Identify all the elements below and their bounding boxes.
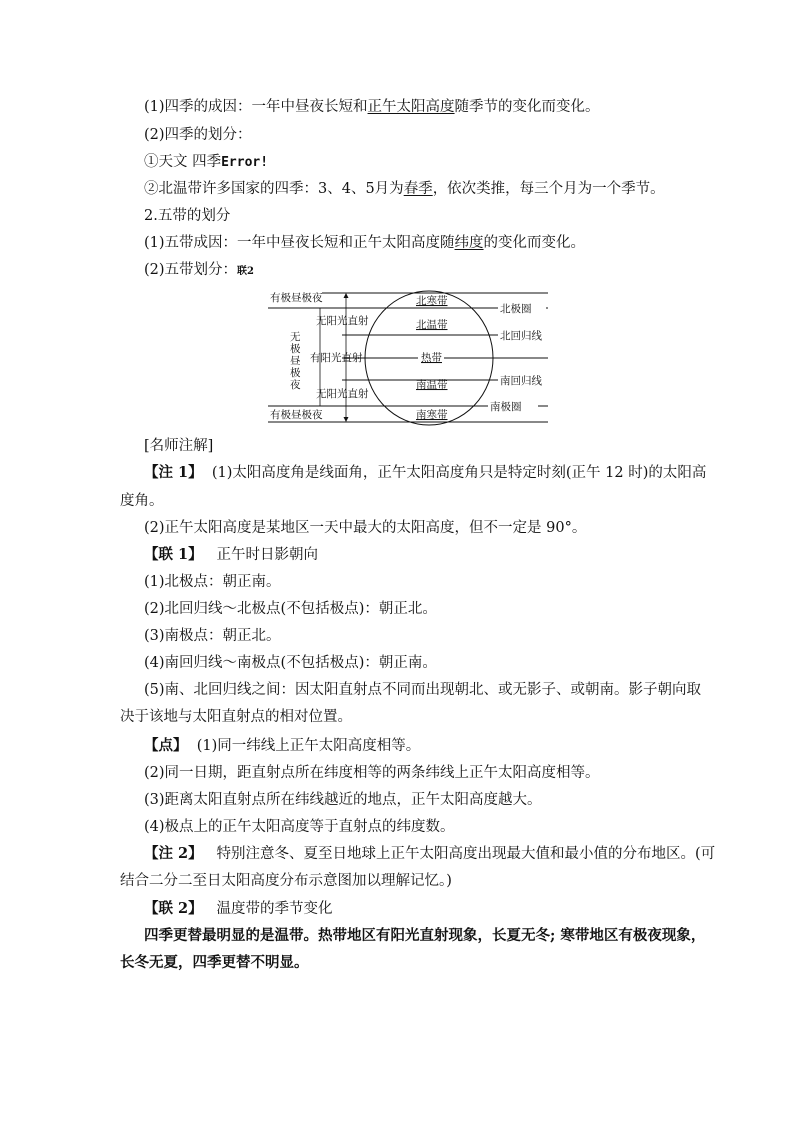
five-zones-diagram	[262, 287, 552, 427]
label-no-polar-char: 极	[290, 367, 301, 379]
label-antarctic-circle: 南极圈	[490, 401, 522, 413]
label-no-polar-char: 昼	[290, 355, 301, 367]
arrow-head	[344, 417, 349, 422]
point-item: (2)同一日期，距直射点所在纬度相等的两条纬线上正午太阳高度相等。	[144, 765, 600, 781]
point-tag: 【点】	[144, 737, 188, 754]
link-2-line-2: 长冬无夏，四季更替不明显。	[120, 954, 309, 971]
note-1-line-1: 【注 1】 (1)太阳高度角是线面角，正午太阳高度角只是特定时刻(正午 12 时)的太阳高	[144, 464, 707, 481]
link-1-item: (2)北回归线～北极点(不包括极点)：朝正北。	[144, 601, 437, 617]
season-division-line: (2)四季的划分：	[144, 127, 252, 143]
label-tropic-of-cancer: 北回归线	[500, 330, 542, 342]
label-polar-day-night-bottom: 有极昼极夜	[270, 409, 323, 421]
north-temperate-season-line: ②北温带许多国家的四季：3、4、5月为春季，依次类推，每三个月为一个季节。	[144, 181, 665, 197]
label-tropic-of-capricorn: 南回归线	[500, 375, 542, 387]
error-field: Error!	[221, 155, 269, 170]
label-no-polar-char: 无	[290, 331, 301, 343]
zone-south-temperate: 南温带	[416, 379, 448, 391]
zone-north-temperate: 北温带	[416, 319, 448, 331]
note-1-line-2: 度角。	[120, 493, 164, 509]
link-1-item: (4)南回归线～南极点(不包括极点)：朝正南。	[144, 655, 437, 671]
link-1-item: (1)北极点：朝正南。	[144, 574, 281, 590]
label-arctic-circle: 北极圈	[500, 303, 532, 315]
label-no-direct-sun-top: 无阳光直射	[316, 315, 369, 327]
link-1-item-cont: 决于该地与太阳直射点的相对位置。	[120, 709, 352, 725]
label-polar-day-night-top: 有极昼极夜	[270, 292, 323, 304]
point-item: (4)极点上的正午太阳高度等于直射点的纬度数。	[144, 819, 455, 835]
section-heading: 2.五带的划分	[144, 208, 231, 224]
note-2-line-1: 【注 2】 特别注意冬、夏至日地球上正午太阳高度出现最大值和最小值的分布地区。(可	[144, 845, 716, 862]
season-cause-line: (1)四季的成因：一年中昼夜长短和正午太阳高度随季节的变化而变化。	[144, 99, 600, 115]
label-no-polar-char: 夜	[290, 379, 301, 391]
link-1-item: (5)南、北回归线之间：因太阳直射点不同而出现朝北、或无影子、或朝南。影子朝向取	[144, 682, 702, 698]
point-item: (3)距离太阳直射点所在纬线越近的地点，正午太阳高度越大。	[144, 792, 542, 808]
label-direct-sun: 有阳光直射	[310, 352, 363, 364]
five-zone-cause-line: (1)五带成因：一年中昼夜长短和正午太阳高度随纬度的变化而变化。	[144, 235, 586, 251]
label-no-direct-sun-bottom: 无阳光直射	[316, 388, 369, 400]
link-2-line-1: 四季更替最明显的是温带。热带地区有阳光直射现象，长夏无冬; 寒带地区有极夜现象，	[144, 927, 706, 944]
note-2-line-2: 结合二分二至日太阳高度分布示意图加以理解记忆。)	[120, 873, 452, 889]
zone-north-frigid: 北寒带	[416, 295, 448, 307]
point-title: 【点】 (1)同一纬线上正午太阳高度相等。	[144, 737, 421, 754]
note-tag: 【注 1】	[144, 464, 203, 481]
zone-south-frigid: 南寒带	[416, 409, 448, 421]
five-zone-division-line: (2)五带划分：联2	[144, 262, 255, 278]
link-2-title: 【联 2】 温度带的季节变化	[144, 900, 333, 917]
underlined-term: 正午太阳高度	[367, 99, 455, 115]
link-1-item: (3)南极点：朝正北。	[144, 628, 281, 644]
note-tag: 【注 2】	[144, 845, 203, 862]
notes-heading: [名师注解]	[144, 438, 214, 454]
underlined-term: 春季	[403, 181, 433, 197]
underlined-term: 纬度	[454, 235, 484, 251]
astronomical-season-line: ①天文 四季Error!	[144, 154, 269, 170]
label-no-polar-char: 极	[290, 343, 301, 355]
arrow-head	[344, 293, 349, 298]
link-tag: 【联 1】	[144, 546, 203, 563]
link-tag: 【联 2】	[144, 900, 203, 917]
link-1-title: 【联 1】 正午时日影朝向	[144, 546, 318, 563]
link-tag: 联2	[237, 266, 255, 277]
zone-tropical: 热带	[421, 352, 442, 364]
note-1-line-3: (2)正午太阳高度是某地区一天中最大的太阳高度，但不一定是 90°。	[144, 520, 587, 536]
